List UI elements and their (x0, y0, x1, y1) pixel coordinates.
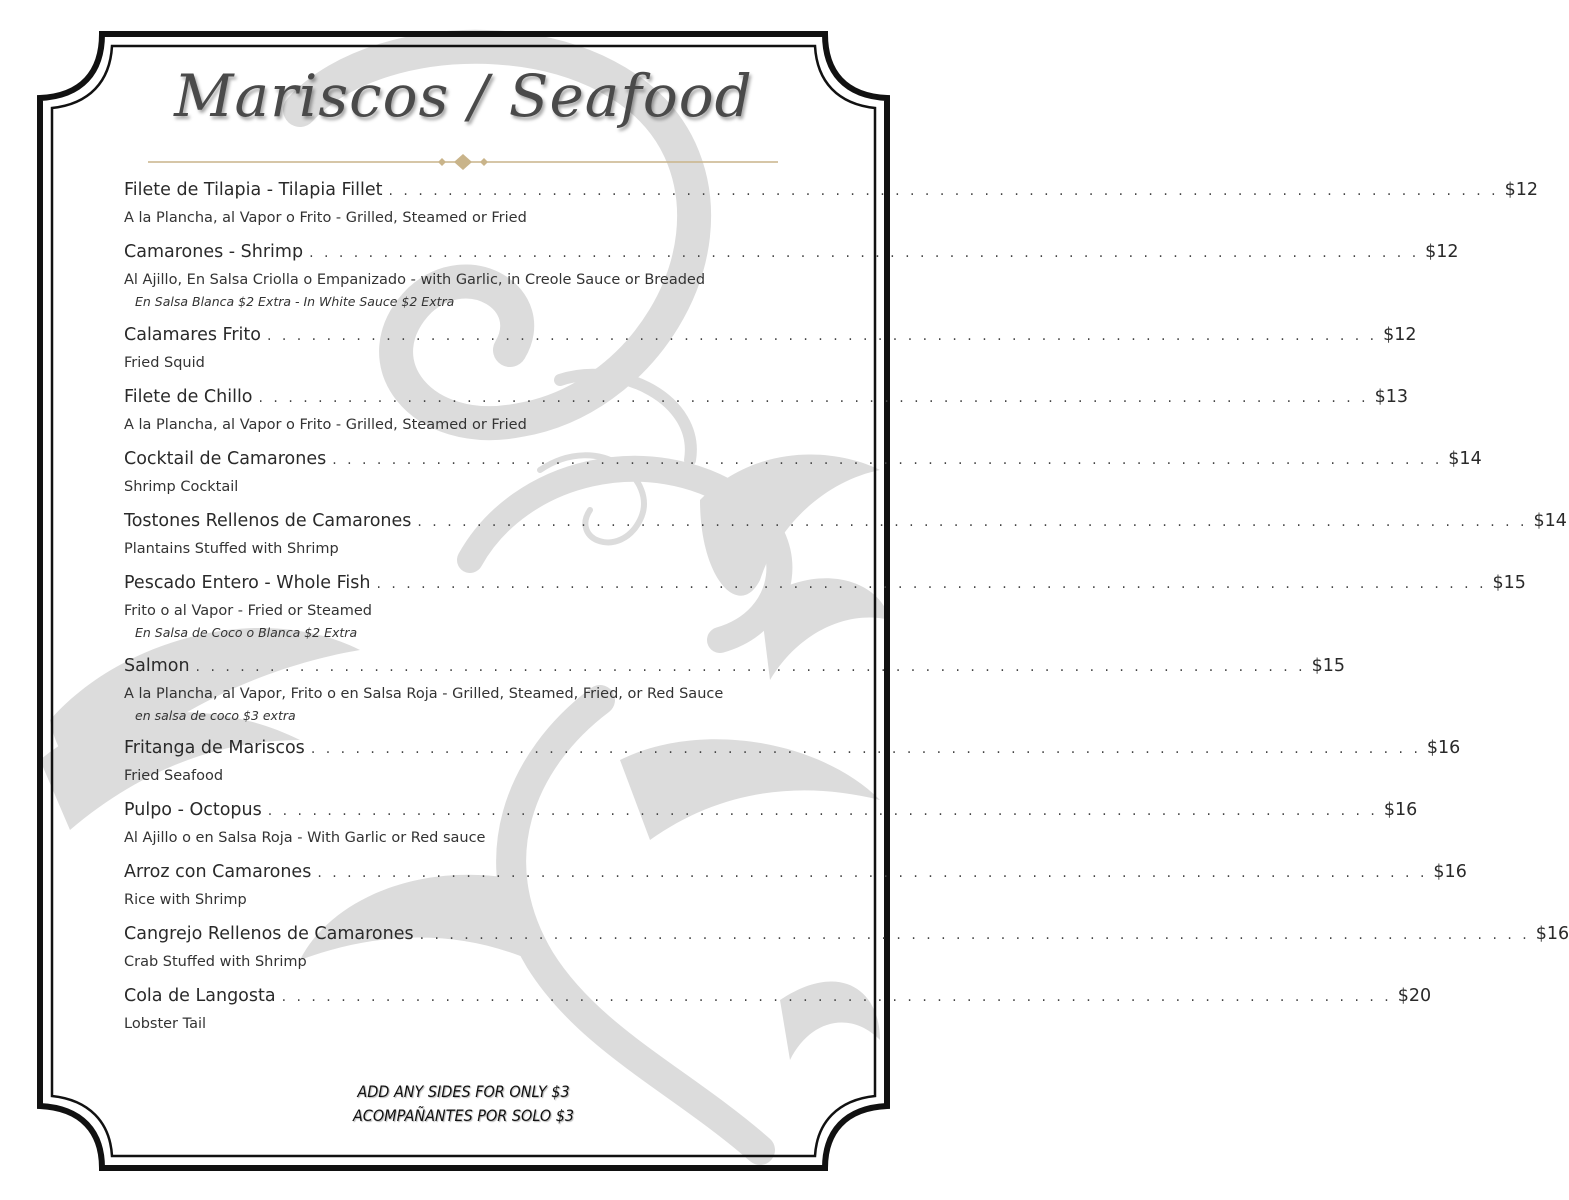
item-description: Lobster Tail (124, 1016, 207, 1032)
item-name: Cangrejo Rellenos de Camarones (124, 924, 414, 944)
menu-item (124, 573, 1526, 643)
menu-item (124, 862, 1467, 911)
menu-item (124, 242, 1459, 312)
menu-item-row (124, 325, 1417, 353)
item-name: Arroz con Camarones (124, 862, 312, 882)
menu-item-row (124, 738, 1461, 766)
item-price: $12 (1504, 180, 1539, 200)
item-note: En Salsa de Coco o Blanca $2 Extra (135, 625, 358, 640)
menu-item-row (124, 862, 1467, 890)
item-price: $16 (1535, 924, 1569, 944)
item-price: $16 (1433, 862, 1467, 882)
page-title: Mariscos / Seafood (174, 62, 753, 130)
item-name: Tostones Rellenos de Camarones (124, 511, 412, 531)
dot-leader: . . . . . . . . . . . . . . . . . . . . . . . . . . . . . . . . . . . . . . . . . . . . . . . . . . . . . . . . . . . . . . . . . . . . . . . . . . . (267, 803, 1378, 819)
menu-item (124, 387, 1409, 436)
item-name: Calamares Frito (124, 325, 261, 345)
menu-item-row (124, 180, 1539, 208)
item-description: A la Plancha, al Vapor o Frito - Grilled, Steamed or Fried (124, 210, 527, 226)
item-price: $16 (1383, 800, 1418, 820)
item-name: Filete de Tilapia - Tilapia Fillet (124, 180, 383, 200)
dot-leader: . . . . . . . . . . . . . . . . . . . . . . . . . . . . . . . . . . . . . . . . . . . . . . . . . . . . . . . . . . . . . . . . . . . . . . . . . . . (309, 245, 1420, 261)
item-name: Camarones - Shrimp (124, 242, 304, 262)
item-name: Cocktail de Camarones (124, 449, 327, 469)
menu-item (124, 325, 1417, 374)
sides-note-spanish: ACOMPAÑANTES POR SOLO $3 (352, 1106, 575, 1125)
item-name: Fritanga de Mariscos (124, 738, 305, 758)
menu-item (124, 449, 1482, 498)
item-name: Pulpo - Octopus (124, 800, 262, 820)
menu-item-row (124, 573, 1526, 601)
menu-item (124, 924, 1569, 973)
diamond-icon (438, 158, 446, 166)
item-price: $20 (1397, 986, 1432, 1006)
item-description: Fried Squid (124, 355, 205, 371)
menu-item (124, 800, 1418, 849)
menu-item (124, 511, 1567, 560)
item-price: $16 (1426, 738, 1461, 758)
menu-item-row (124, 242, 1459, 270)
sides-note (0, 1080, 927, 1128)
menu-item-row (124, 387, 1409, 415)
item-description: Rice with Shrimp (124, 892, 247, 908)
item-price: $15 (1492, 573, 1526, 593)
item-price: $15 (1311, 656, 1346, 676)
dot-leader: . . . . . . . . . . . . . . . . . . . . . . . . . . . . . . . . . . . . . . . . . . . . . . . . . . . . . . . . . . . . . . . . . . . . . . . . . . . (195, 659, 1306, 675)
dot-leader: . . . . . . . . . . . . . . . . . . . . . . . . . . . . . . . . . . . . . . . . . . . . . . . . . . . . . . . . . . . . . . . . . . . . . . . . . . . (281, 989, 1392, 1005)
item-price: $14 (1533, 511, 1567, 531)
menu-item-row (124, 511, 1567, 539)
menu-item-row (124, 449, 1482, 477)
item-description: Crab Stuffed with Shrimp (124, 954, 307, 970)
item-name: Cola de Langosta (124, 986, 276, 1006)
sides-note-english: ADD ANY SIDES FOR ONLY $3 (357, 1082, 570, 1101)
diamond-icon (480, 158, 488, 166)
dot-leader: . . . . . . . . . . . . . . . . . . . . . . . . . . . . . . . . . . . . . . . . . . . . . . . . . . . . . . . . . . . . . . . . . . . . . . . . . . . (317, 865, 1428, 881)
item-description: Frito o al Vapor - Fried or Steamed (124, 603, 373, 619)
item-description: Al Ajillo o en Salsa Roja - With Garlic or Red sauce (124, 830, 486, 846)
dot-leader: . . . . . . . . . . . . . . . . . . . . . . . . . . . . . . . . . . . . . . . . . . . . . . . . . . . . . . . . . . . . . . . . . . . . . . . . . . . (266, 328, 1378, 344)
menu-item (124, 738, 1461, 787)
diamond-icon (454, 154, 472, 170)
menu-item-row (124, 656, 1346, 684)
item-description: Plantains Stuffed with Shrimp (124, 541, 339, 557)
item-price: $12 (1425, 242, 1459, 262)
item-note: En Salsa Blanca $2 Extra - In White Sauce $2 Extra (135, 294, 455, 309)
menu-item (124, 656, 1346, 726)
menu-item-row (124, 924, 1569, 952)
dot-leader: . . . . . . . . . . . . . . . . . . . . . . . . . . . . . . . . . . . . . . . . . . . . . . . . . . . . . . . . . . . . . . . . . . . . . . . . . . . (417, 514, 1528, 530)
item-description: Shrimp Cocktail (124, 479, 239, 495)
menu-item-row (124, 800, 1418, 828)
menu-item-row (124, 986, 1432, 1014)
item-description: A la Plancha, al Vapor, Frito o en Salsa Roja - Grilled, Steamed, Fried, or Red Sauce (124, 686, 724, 702)
item-name: Pescado Entero - Whole Fish (124, 573, 371, 593)
menu-item (124, 986, 1432, 1035)
item-price: $13 (1374, 387, 1409, 407)
menu-item (124, 180, 1539, 229)
dot-leader: . . . . . . . . . . . . . . . . . . . . . . . . . . . . . . . . . . . . . . . . . . . . . . . . . . . . . . . . . . . . . . . . . . . . . . . . . . . (332, 452, 1443, 468)
item-name: Salmon (124, 656, 190, 676)
dot-leader: . . . . . . . . . . . . . . . . . . . . . . . . . . . . . . . . . . . . . . . . . . . . . . . . . . . . . . . . . . . . . . . . . . . . . . . . . . . (376, 576, 1487, 592)
item-description: A la Plancha, al Vapor o Frito - Grilled, Steamed or Fried (124, 417, 527, 433)
item-note: en salsa de coco $3 extra (135, 708, 296, 723)
item-price: $14 (1448, 449, 1482, 469)
dot-leader: . . . . . . . . . . . . . . . . . . . . . . . . . . . . . . . . . . . . . . . . . . . . . . . . . . . . . . . . . . . . . . . . . . . . . . . . . . . (388, 183, 1499, 199)
dot-leader: . . . . . . . . . . . . . . . . . . . . . . . . . . . . . . . . . . . . . . . . . . . . . . . . . . . . . . . . . . . . . . . . . . . . . . . . . . . (419, 927, 1530, 943)
item-name: Filete de Chillo (124, 387, 253, 407)
dot-leader: . . . . . . . . . . . . . . . . . . . . . . . . . . . . . . . . . . . . . . . . . . . . . . . . . . . . . . . . . . . . . . . . . . . . . . . . . . . (258, 390, 1369, 406)
item-price: $12 (1383, 325, 1417, 345)
item-description: Al Ajillo, En Salsa Criolla o Empanizado - with Garlic, in Creole Sauce or Breaded (124, 272, 706, 288)
dot-leader: . . . . . . . . . . . . . . . . . . . . . . . . . . . . . . . . . . . . . . . . . . . . . . . . . . . . . . . . . . . . . . . . . . . . . . . . . . . (310, 741, 1421, 757)
item-description: Fried Seafood (124, 768, 224, 784)
